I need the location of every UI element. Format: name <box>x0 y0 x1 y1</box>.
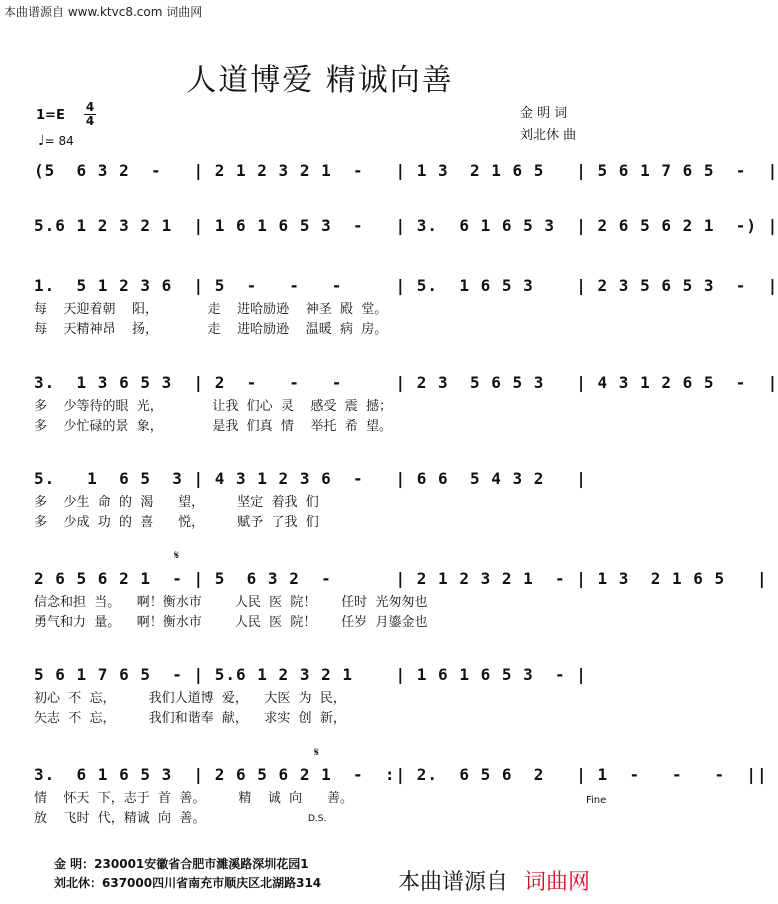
music-line: 3. 6 1 6 5 3 | 2 6 5 6 2 1 - :| 2. 6 5 6 2 | 1 - - - || <box>34 765 768 784</box>
fine-marking: Fine <box>586 795 607 806</box>
time-bottom: 4 <box>85 114 95 128</box>
lyric-verse-2: 多 少忙碌的景 象， 是我 们真 情 举托 希 望。 <box>34 419 392 434</box>
ds-marking: D.S. <box>308 814 327 824</box>
lyric-verse-2: 每 天精神昂 扬， 走 进哈励逊 温暖 病 房。 <box>34 322 388 337</box>
quarter-note-icon: ♩ <box>38 133 45 149</box>
lyric-verse-1: 初心 不 忘， 我们人道博 爱， 大医 为 民， <box>34 691 346 706</box>
credits <box>520 103 576 147</box>
tempo-value: = 84 <box>44 134 74 148</box>
lyric-verse-1: 情 怀天 下，志于 首 善。 精 诚 向 善。 <box>34 791 353 806</box>
lyric-verse-2: 放 飞时 代，精诚 向 善。 <box>34 811 206 826</box>
time-top: 4 <box>85 100 95 114</box>
music-line: (5 6 3 2 - | 2 1 2 3 2 1 - | 1 3 2 1 6 5 | 5 6 1 7 6 5 - | <box>34 161 778 180</box>
music-line: 3. 1 3 6 5 3 | 2 - - - | 2 3 5 6 5 3 | 4 3 1 2 6 5 - | <box>34 373 778 392</box>
footer-brand-text: 本曲谱源自 <box>398 870 509 895</box>
lyric-verse-1: 每 天迎着朝 阳， 走 进哈励逊 神圣 殿 堂。 <box>34 302 388 317</box>
lyric-verse-1: 多 少等待的眼 光， 让我 们心 灵 感受 震 撼； <box>34 399 392 414</box>
footer-address-lyricist: 金 明：230001安徽省合肥市濉溪路深圳花园1 <box>54 857 309 871</box>
lyric-verse-2: 矢志 不 忘， 我们和谐奉 献， 求实 创 新， <box>34 711 346 726</box>
segno-sign: 𝄋 <box>174 548 180 562</box>
lyric-verse-2: 勇气和力 量。 啊！衡水市 人民 医 院！ 任岁 月鎏金也 <box>34 615 428 630</box>
footer-brand <box>398 865 590 896</box>
time-signature <box>84 101 96 128</box>
lyricist: 金 明 词 <box>520 106 568 121</box>
music-line: 5. 1 6 5 3 | 4 3 1 2 3 6 - | 6 6 5 4 3 2 | <box>34 469 587 488</box>
lyric-verse-1: 信念和担 当。 啊！衡水市 人民 医 院！ 任时 光匆匆也 <box>34 595 428 610</box>
lyric-verse-2: 多 少成 功 的 喜 悦， 赋予 了我 们 <box>34 515 319 530</box>
tempo-marking <box>38 133 74 149</box>
song-title: 人道博爱 精诚向善 <box>186 63 454 98</box>
music-line: 5 6 1 7 6 5 - | 5.6 1 2 3 2 1 | 1 6 1 6 5 3 - | <box>34 665 587 684</box>
footer-address-composer: 刘北休：637000四川省南充市顺庆区北湖路314 <box>54 876 322 890</box>
music-line: 5.6 1 2 3 2 1 | 1 6 1 6 5 3 - | 3. 6 1 6 5 3 | 2 6 5 6 2 1 -) | <box>34 216 778 235</box>
key-signature: 1=E <box>36 108 65 123</box>
music-line: 1. 5 1 2 3 6 | 5 - - - | 5. 1 6 5 3 | 2 3 5 6 5 3 - | <box>34 276 778 295</box>
lyric-verse-1: 多 少生 命 的 渴 望， 坚定 着我 们 <box>34 495 319 510</box>
footer-addresses <box>54 855 321 893</box>
footer-brand-site: 词曲网 <box>524 870 591 895</box>
composer: 刘北休 曲 <box>520 128 577 143</box>
segno-sign-repeat: 𝄋 <box>314 745 320 759</box>
music-line: 2 6 5 6 2 1 - | 5 6 3 2 - | 2 1 2 3 2 1 - | 1 3 2 1 6 5 | <box>34 569 768 588</box>
site-banner: 本曲谱源自 www.ktvc8.com 词曲网 <box>4 5 203 19</box>
